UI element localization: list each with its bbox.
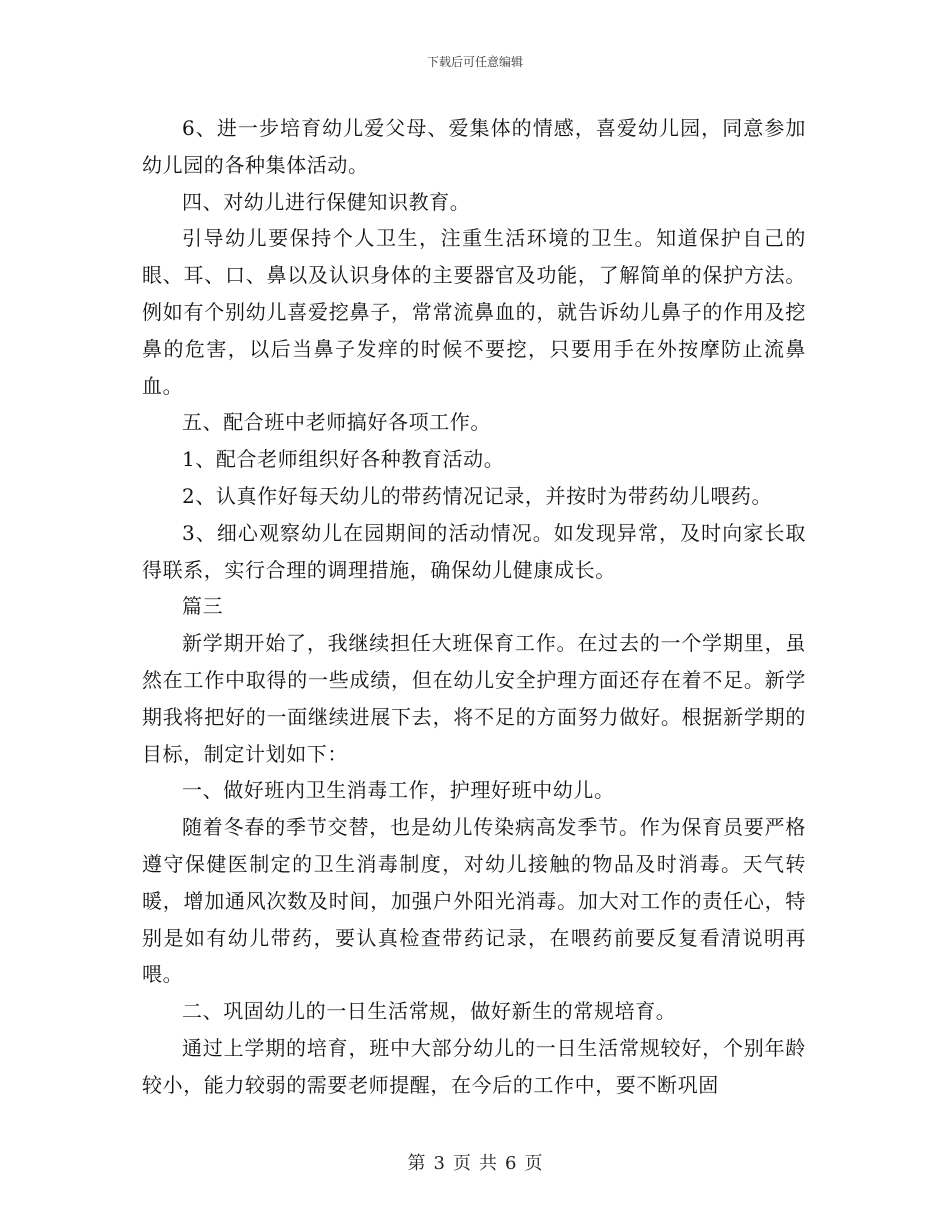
list-item: 2、认真作好每天幼儿的带药情况记录，并按时为带药幼儿喂药。	[182, 483, 773, 508]
paragraph: 新学期开始了，我继续担任大班保育工作。在过去的一个学期里，虽然在工作中取得的一些成绩，但在幼儿安全护理方面还存在着不足。新学期我将把好的一面继续进展下去，将不足的方面努力做好。根据新学期的目标，制定计划如下：	[142, 631, 806, 766]
section-heading: 一、做好班内卫生消毒工作，护理好班中幼儿。	[182, 778, 615, 803]
footer-label-gong: 共	[479, 1153, 497, 1174]
section-heading: 五、配合班中老师搞好各项工作。	[182, 410, 491, 435]
footer-label-ye: 页	[453, 1153, 471, 1174]
list-item: 3、细心观察幼儿在园期间的活动情况。如发现异常，及时向家长取得联系，实行合理的调理措施，确保幼儿健康成长。	[142, 520, 806, 582]
page-number: 3	[433, 1153, 445, 1174]
document-body	[142, 110, 806, 1104]
paragraph: 通过上学期的培育，班中大部分幼儿的一日生活常规较好，个别年龄较小，能力较弱的需要老师提醒，在今后的工作中，要不断巩固	[142, 1035, 806, 1097]
page-header: 下载后可任意编辑	[426, 55, 523, 69]
page-footer	[0, 1152, 950, 1176]
total-pages: 6	[505, 1153, 517, 1174]
section-heading: 二、巩固幼儿的一日生活常规，做好新生的常规培育。	[182, 999, 677, 1024]
article-title: 篇三	[182, 594, 224, 619]
section-heading: 四、对幼儿进行保健知识教育。	[182, 189, 471, 214]
paragraph: 6、进一步培育幼儿爱父母、爱集体的情感，喜爱幼儿园，同意参加幼儿园的各种集体活动。	[142, 116, 806, 177]
footer-label-di: 第	[407, 1153, 426, 1174]
paragraph: 引导幼儿要保持个人卫生，注重生活环境的卫生。知道保护自己的眼、耳、口、鼻以及认识身体的主要器官及功能，了解简单的保护方法。例如有个别幼儿喜爱挖鼻子，常常流鼻血的，就告诉幼儿鼻子的作用及挖鼻的危害，以后当鼻子发痒的时候不要挖，只要用手在外按摩防止流鼻血。	[142, 226, 806, 398]
list-item: 1、配合老师组织好各种教育活动。	[182, 447, 505, 472]
footer-label-ye2: 页	[524, 1153, 543, 1174]
paragraph: 随着冬春的季节交替，也是幼儿传染病高发季节。作为保育员要严格遵守保健医制定的卫生消毒制度，对幼儿接触的物品及时消毒。天气转暖，增加通风次数及时间，加强户外阳光消毒。加大对工作的责任心，特别是如有幼儿带药，要认真检查带药记录，在喂药前要反复看清说明再喂。	[142, 815, 806, 987]
